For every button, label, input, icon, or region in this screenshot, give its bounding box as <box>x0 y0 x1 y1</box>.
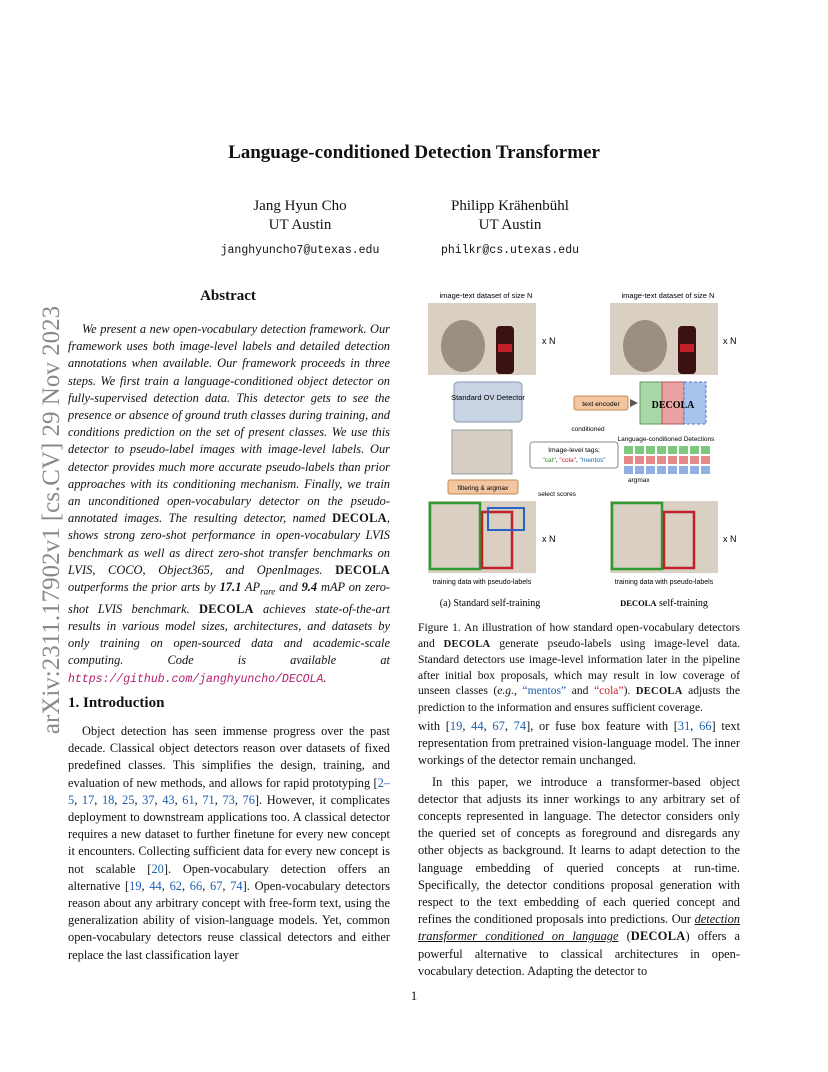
times-n-label: x N <box>723 534 737 544</box>
citation-link[interactable]: 73 <box>222 792 235 807</box>
filtering-label: filtering & argmax <box>457 485 509 492</box>
citation-link[interactable]: 66 <box>699 719 712 733</box>
bottom-label-b: training data with pseudo-labels <box>614 579 714 586</box>
citation-link[interactable]: 20 <box>151 861 164 876</box>
caption-cola: “cola” <box>593 684 624 698</box>
body-text: ]. Open-vocabulary detection offers an alternative [ <box>68 861 390 893</box>
caption-text: e.g. <box>497 684 515 698</box>
intro-paragraph <box>68 723 390 964</box>
result-number: 9.4 <box>301 580 318 595</box>
citation-link[interactable]: 19 <box>449 719 463 733</box>
method-name: DECOLA <box>198 601 254 616</box>
abstract-text: , shows strong zero-shot performance in open-vocabulary LVIS benchmark as well as direct zero-shot transfer benchmarks on LVIS, COCO, Object365, and OpenImages. <box>68 511 390 577</box>
method-name: DECOLA <box>630 929 686 944</box>
citation-link[interactable]: 2–5 <box>68 775 390 807</box>
citation-link[interactable]: 44 <box>149 878 162 893</box>
abstract-text: outperforms the prior arts by <box>68 580 216 595</box>
separator: , <box>214 792 223 807</box>
body-text: ] text representation from pretrained vision-language model. The inner workings of the detector remain unchanged. <box>418 719 741 768</box>
cola-label-shape <box>498 344 512 352</box>
standard-ov-label: Standard OV Detector <box>451 393 525 402</box>
citation-link[interactable]: 61 <box>182 792 195 807</box>
citation-link[interactable]: 37 <box>142 792 155 807</box>
separator: , <box>222 878 231 893</box>
author-block-2 <box>420 197 600 260</box>
separator: , <box>690 719 700 733</box>
tag-cat: "cat" <box>542 457 556 464</box>
abstract-body <box>68 321 390 688</box>
subfigure-b-caption <box>620 598 708 609</box>
top-label-a: image-text dataset of size N <box>439 291 533 300</box>
caption-text: generate pseudo-labels using image-level data. Standard detectors use image-level information later in the pipeline after initial box proposals, which may result in low coverage of unseen classes ( <box>418 636 740 698</box>
citation-link[interactable]: 43 <box>162 792 175 807</box>
right-column-body <box>418 718 740 980</box>
abstract-text: . <box>323 670 327 685</box>
method-name: DECOLA <box>335 562 390 577</box>
tag-separator: , <box>575 457 580 464</box>
detection-grid <box>624 446 710 474</box>
separator: , <box>94 792 102 807</box>
separator: , <box>462 719 472 733</box>
decola-box-label: DECOLA <box>651 400 695 411</box>
subfigure-a-caption: (a) Standard self-training <box>439 598 541 609</box>
body-text: ) offers a powerful alternative to classical architectures in open-vocabulary detection. Adapting the detector to <box>418 929 740 978</box>
author-name: Philipp Krähenbühl <box>451 198 569 214</box>
body-text: In this paper, we introduce a transformer-based object detector that adjusts its inner workings to any arbitrary set of concepts represented in language. The detector considers only the queried set of concepts as foreground and disregards any other objects as background. It learns to adapt detection to the language embedding of queried concepts at run-time. Specifically, the detector conditions proposal generation with respect to the text embedding of each queried concept and refines the conditioned proposals into predictions. Our <box>418 774 740 927</box>
image-tags-values <box>542 457 606 464</box>
author-affiliation: UT Austin <box>268 217 332 233</box>
top-label-b: image-text dataset of size N <box>621 291 715 300</box>
body-text: ]. However, it complicates deployment to downstream applications too. A classical detector requires a new dataset to further finetune for every new concept it encounters. Collecting sufficient data for every new concept is not scalable [ <box>68 792 390 876</box>
body-text: ]. Open-vocabulary detectors reason about any arbitrary concept with free-form text, using the generalization ability of vision-language models. Yet, common open-vocabulary detectors reuse classical detectors and either replace the last classification layer <box>68 878 391 962</box>
caption-text: Figure 1. An illustration of how standard open-vocabulary detectors and <box>418 621 740 650</box>
figure-1-caption <box>418 620 740 716</box>
citation-link[interactable]: 71 <box>202 792 215 807</box>
method-name: DECOLA <box>332 511 387 526</box>
citation-link[interactable]: 25 <box>122 792 135 807</box>
cat-shape <box>623 320 667 372</box>
times-n-label: x N <box>542 534 556 544</box>
conditioned-label: conditioned <box>571 426 605 433</box>
separator: , <box>174 792 183 807</box>
body-text: Object detection has seen immense progress over the past decade. Classical object detectors reason over datasets of fixed predefined classes. This simplifies the design, training, and evaluation of new methods, and allows for rapid prototyping [ <box>68 724 390 790</box>
abstract-text: We present a new open-vocabulary detection framework. Our framework uses both image-level labels and detailed detection annotations when available. Our framework proceeds in three steps. We first train a language-conditioned object detector on fully-supervised detection data. This detector gets to see the presence or absence of ground truth classes during training, and conditions prediction on the set of present classes. We use this detector to pseudo-label images with image-level labels. Our detector provides much more accurate pseudo-labels than prior approaches with its conditioning mechanism. Finally, we train an unconditioned open-vocabulary detector on the pseudo-annotated images. The resulting detector, named <box>68 322 390 526</box>
metric-subscript: rare <box>260 586 276 597</box>
section-heading-introduction: 1. Introduction <box>68 695 165 711</box>
separator: , <box>504 719 514 733</box>
caption-text: and <box>566 684 594 698</box>
citation-link[interactable]: 66 <box>189 878 203 893</box>
citation-link[interactable]: 74 <box>513 719 527 733</box>
citation-link[interactable]: 62 <box>169 878 182 893</box>
body-text: with [ <box>418 719 450 733</box>
lang-cond-det-label: Language-conditioned Detections <box>617 436 715 443</box>
code-link[interactable]: https://github.com/janghyuncho/DECOLA <box>68 672 324 686</box>
separator: , <box>134 792 143 807</box>
citation-link[interactable]: 67 <box>210 878 223 893</box>
method-name: DECOLA <box>635 686 683 698</box>
argmax-label: argmax <box>628 477 650 484</box>
times-n-label: x N <box>542 336 556 346</box>
caption-text: adjusts the prediction to the information and ensures sufficient coverage. <box>418 684 740 714</box>
tag-cola: "cola" <box>559 457 576 464</box>
author-affiliation: UT Austin <box>478 217 542 233</box>
method-name: DECOLA <box>620 598 657 608</box>
bottom-label-a: training data with pseudo-labels <box>432 579 532 586</box>
author-email: philkr@cs.utexas.edu <box>440 244 580 257</box>
abstract-text: mAP on zero-shot LVIS benchmark. <box>68 580 391 616</box>
citation-link[interactable]: 19 <box>129 878 142 893</box>
method-name: DECOLA <box>443 638 491 650</box>
caption-text: ). <box>623 684 636 698</box>
arrow-icon <box>630 399 638 407</box>
metric-name: AP <box>244 580 261 595</box>
image-tags-title: Image-level tags: <box>548 447 600 454</box>
crop-image <box>452 430 512 474</box>
citation-link[interactable]: 67 <box>492 719 505 733</box>
author-name: Jang Hyun Cho <box>253 198 347 214</box>
abstract-text: achieves state-of-the-art results in various model sizes, architectures, and datasets by only training on open-sourced data and academic-scale computing. Code is available at <box>68 601 390 668</box>
figure-1-illustration <box>418 286 748 616</box>
result-number: 17.1 <box>219 580 242 595</box>
arxiv-id: arXiv:2311.17902v1 [cs.CV] 29 Nov 2023 <box>38 305 65 735</box>
method-definition: detection transformer conditioned on language <box>418 912 740 944</box>
tag-mentos: "mentos" <box>579 457 606 464</box>
separator: , <box>181 878 190 893</box>
paper-title: Language-conditioned Detection Transformer <box>228 142 600 163</box>
standard-ov-detector-box <box>454 382 522 422</box>
separator: , <box>234 792 243 807</box>
caption-mentos: “mentos” <box>522 684 567 698</box>
separator: , <box>202 878 211 893</box>
separator: , <box>194 792 203 807</box>
separator: , <box>74 792 82 807</box>
text-encoder-label: text encoder <box>582 401 620 408</box>
image-tags-box <box>530 442 618 468</box>
author-email: janghyuncho7@utexas.edu <box>220 244 380 257</box>
separator: , <box>161 878 170 893</box>
cat-shape <box>441 320 485 372</box>
times-n-label: x N <box>723 336 737 346</box>
cola-label-shape <box>680 344 694 352</box>
citation-link[interactable]: 44 <box>471 719 484 733</box>
citation-link[interactable]: 31 <box>677 719 691 733</box>
author-block-1 <box>210 197 390 260</box>
separator: , <box>483 719 493 733</box>
citation-link[interactable]: 74 <box>230 878 243 893</box>
citation-link[interactable]: 17 <box>81 792 95 807</box>
separator: , <box>154 792 163 807</box>
select-scores-label: select scores <box>538 491 576 498</box>
caption-text: , <box>514 684 523 698</box>
tag-separator: , <box>555 457 560 464</box>
page-number: 1 <box>410 988 418 1003</box>
separator: , <box>114 792 123 807</box>
separator: , <box>141 878 150 893</box>
body-text: ], or fuse box feature with [ <box>526 719 678 733</box>
body-text: ( <box>618 929 631 944</box>
citation-link[interactable]: 76 <box>242 792 255 807</box>
subfigure-b-text: self-training <box>656 598 708 609</box>
citation-link[interactable]: 18 <box>101 792 115 807</box>
abstract-heading: Abstract <box>200 288 256 304</box>
abstract-text: and <box>279 580 298 595</box>
